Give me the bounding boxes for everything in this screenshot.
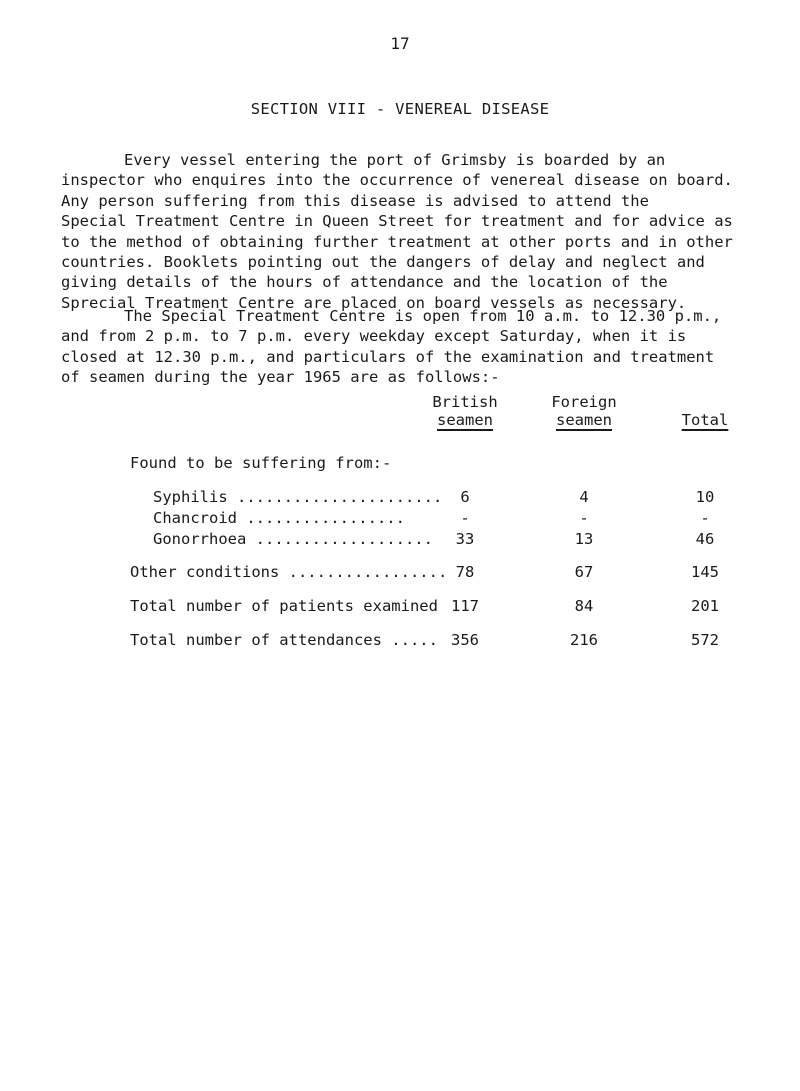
group-label: Found to be suffering from:-: [130, 454, 392, 472]
cell-foreign: 4: [579, 488, 589, 506]
header-line1: Foreign: [551, 393, 617, 411]
cell-total: 46: [695, 530, 715, 548]
cell-british: -: [460, 509, 470, 527]
cell-british: 117: [451, 597, 479, 615]
paragraph-line: Special Treatment Centre in Queen Street for treatment and for advice as: [61, 212, 733, 231]
paragraph-line-text: Every vessel entering the port of Grimsby is boarded by an: [124, 151, 666, 169]
cell-foreign: 216: [570, 631, 598, 649]
row-label: Chancroid .................: [153, 509, 405, 527]
cell-total: 145: [691, 563, 719, 581]
page-number: 17: [390, 34, 410, 53]
cell-foreign: -: [579, 509, 589, 527]
cell-british: 356: [451, 631, 479, 649]
header-total: [650, 393, 760, 429]
paragraph-line: giving details of the hours of attendance and the location of the: [61, 273, 668, 292]
row-label: Gonorrhoea ...................: [153, 530, 433, 548]
row-label: Total number of attendances .....: [130, 631, 438, 649]
row-label: Total number of patients examined: [130, 597, 438, 615]
cell-british: 6: [460, 488, 470, 506]
section-title: SECTION VIII - VENEREAL DISEASE: [250, 100, 550, 118]
paragraph-line: countries. Booklets pointing out the dangers of delay and neglect and: [61, 253, 705, 272]
cell-total: -: [700, 509, 710, 527]
header-foreign-seamen: [529, 393, 639, 429]
paragraph-line: Any person suffering from this disease is advised to attend the: [61, 191, 649, 210]
cell-foreign: 13: [574, 530, 594, 548]
paragraph-line: inspector who enquires into the occurrence of venereal disease on board.: [61, 171, 733, 190]
header-line2: seamen: [437, 411, 493, 429]
header-british-seamen: [410, 393, 520, 429]
paragraph-line-text: The Special Treatment Centre is open from 10 a.m. to 12.30 p.m.,: [124, 307, 722, 325]
header-line2: seamen: [556, 411, 612, 429]
paragraph-line: to the method of obtaining further treatment at other ports and in other: [61, 232, 733, 251]
row-label: Other conditions .................: [130, 563, 448, 581]
cell-british: 78: [455, 563, 475, 581]
cell-foreign: 67: [574, 563, 594, 581]
cell-british: 33: [455, 530, 475, 548]
paragraph-line: Sprecial Treatment Centre are placed on board vessels as necessary.: [61, 293, 687, 312]
cell-total: 201: [691, 597, 719, 615]
header-line2: Total: [681, 411, 729, 429]
cell-total: 572: [691, 631, 719, 649]
paragraph-line: and from 2 p.m. to 7 p.m. every weekday except Saturday, when it is: [61, 327, 687, 346]
header-line1: British: [432, 393, 498, 411]
paragraph-line: closed at 12.30 p.m., and particulars of the examination and treatment: [61, 347, 715, 366]
row-label: Syphilis ......................: [153, 488, 443, 506]
header-line1: [650, 393, 760, 411]
cell-total: 10: [695, 488, 715, 506]
paragraph-line: of seamen during the year 1965 are as follows:-: [61, 368, 500, 387]
cell-foreign: 84: [574, 597, 594, 615]
